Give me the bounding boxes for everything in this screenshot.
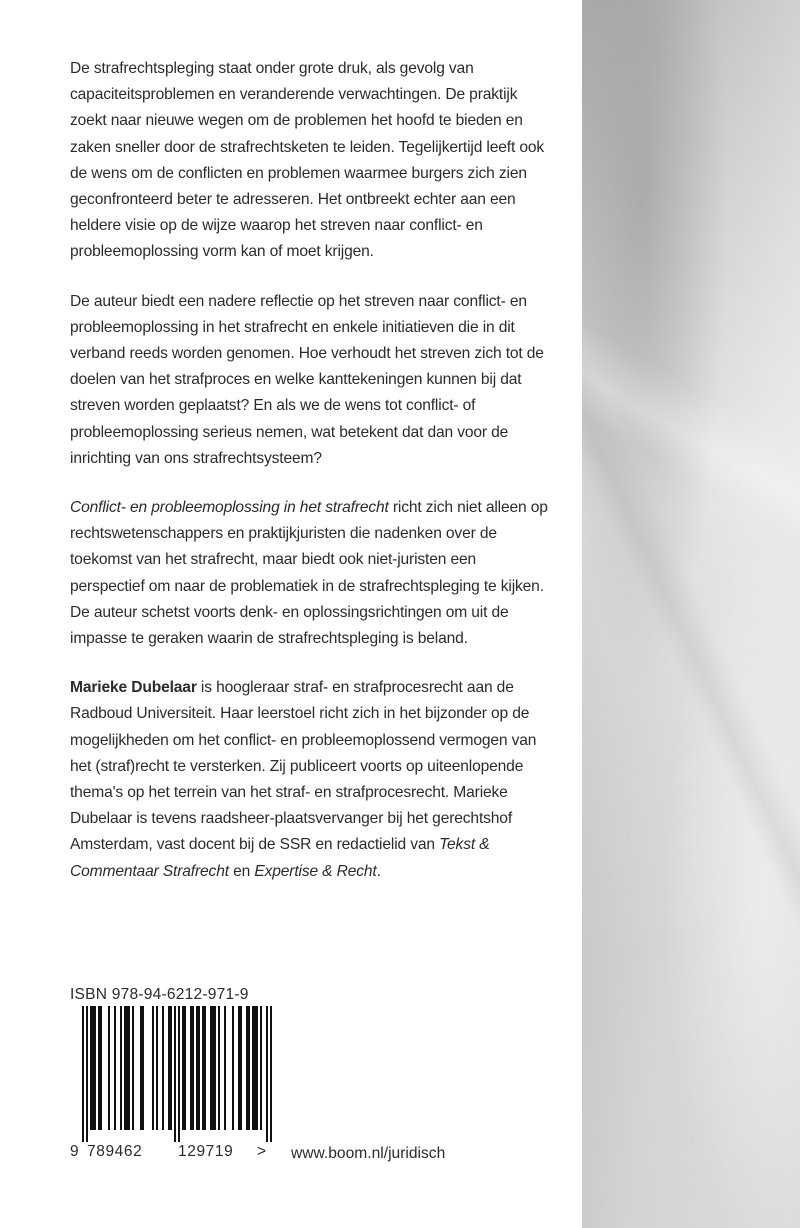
barcode-guard-bar <box>82 1006 84 1142</box>
barcode-guard-bar <box>270 1006 272 1142</box>
barcode-bar <box>182 1006 186 1130</box>
barcode-bar <box>218 1006 220 1130</box>
isbn-label: ISBN 978-94-6212-971-9 <box>70 986 249 1003</box>
publication-1: Tekst & Commentaar Strafrecht <box>70 836 490 880</box>
barcode-bar <box>196 1006 200 1130</box>
barcode-bar <box>114 1006 116 1130</box>
barcode-bar <box>124 1006 130 1130</box>
barcode-bar <box>108 1006 110 1130</box>
barcode-digits-right: 129719 <box>178 1143 234 1160</box>
publisher-website: www.boom.nl/juridisch <box>291 1145 446 1162</box>
barcode-bar <box>202 1006 206 1130</box>
book-title: Conflict- en probleemoplossing in het strafrecht <box>70 499 389 517</box>
author-bio <box>70 675 550 885</box>
barcode-bar <box>224 1006 226 1130</box>
barcode-digit-lead: 9 <box>70 1143 79 1160</box>
barcode-bar <box>260 1006 262 1130</box>
barcode-digits-left: 789462 <box>87 1143 143 1160</box>
cover-photo-texture <box>582 0 800 1228</box>
barcode-guard-bar <box>174 1006 176 1142</box>
barcode-bar <box>232 1006 234 1130</box>
barcode-guard-bar <box>266 1006 268 1142</box>
barcode-bar <box>156 1006 158 1130</box>
barcode-bar <box>246 1006 250 1130</box>
barcode-guard-bar <box>86 1006 88 1142</box>
paragraph-1: De strafrechtspleging staat onder grote druk, als gevolg van capaciteitsproblemen en veranderende verwachtingen. De praktijk zoekt naar nieuwe wegen om de problemen het hoofd te bieden en zaken sneller door de strafrechtsketen te leiden. Tegelijkertijd leeft ook de wens om de conflicten en problemen waarmee burgers zich zien geconfronteerd beter te adresseren. Het ontbreekt echter aan een heldere visie op de wijze waarop het streven naar conflict- en probleemoplossing vorm kan of moet krijgen. <box>70 60 545 261</box>
barcode-guard-bar <box>178 1006 180 1142</box>
barcode-bar <box>98 1006 102 1130</box>
barcode-quiet-zone-mark: > <box>257 1143 267 1160</box>
barcode-bar <box>210 1006 216 1130</box>
barcode-bar <box>252 1006 258 1130</box>
barcode-bar <box>152 1006 154 1130</box>
barcode-bar <box>132 1006 134 1130</box>
publication-2: Expertise & Recht <box>254 862 377 880</box>
author-name: Marieke Dubelaar <box>70 679 197 697</box>
author-bio-text-2: en <box>228 862 255 880</box>
barcode-bar <box>190 1006 194 1130</box>
author-bio-text-3: . <box>376 862 381 880</box>
barcode-bar <box>120 1006 122 1130</box>
barcode-bar <box>238 1006 242 1130</box>
barcode-bar <box>168 1006 172 1130</box>
paragraph-2: De auteur biedt een nadere reflectie op het streven naar conflict- en probleemoplossing in het strafrecht en enkele initiatieven die in dit verband reeds worden genomen. Hoe verhoudt het streven zich tot de doelen van het strafproces en welke kanttekeningen kunnen bij dat streven worden geplaatst? En als we de wens tot conflict- of probleemoplossing serieus nemen, wat betekent dat dan voor de inrichting van ons strafrechtsysteem? <box>70 292 544 467</box>
barcode-bar <box>162 1006 164 1130</box>
blurb-text <box>70 56 550 908</box>
paragraph-3 <box>70 495 550 652</box>
paragraph-3-text: richt zich niet alleen op rechtswetenschappers en praktijkjuristen die nadenken over de toekomst van het strafrecht, maar biedt ook niet-juristen een perspectief om naar de problematiek in de strafrechtspleging te kijken. De auteur schetst voorts denk- en oplossingsrichtingen om uit de impasse te geraken waarin de strafrechtspleging is beland. <box>70 499 548 648</box>
barcode-bar <box>140 1006 144 1130</box>
barcode-bars <box>82 1006 272 1142</box>
author-bio-text-1: is hoogleraar straf- en strafprocesrecht aan de Radboud Universiteit. Haar leerstoel richt zich in het bijzonder op de mogelijkheden om het conflict- en probleemoplossend vermogen van het (straf)recht te versterken. Zij publiceert voorts op uiteenlopende thema's op het terrein van het straf- en strafprocesrecht. Marieke Dubelaar is tevens raadsheer-plaatsvervanger bij het gerechtshof Amsterdam, vast docent bij de SSR en redactielid van <box>70 679 537 854</box>
barcode <box>66 1006 278 1162</box>
barcode-bar <box>90 1006 96 1130</box>
